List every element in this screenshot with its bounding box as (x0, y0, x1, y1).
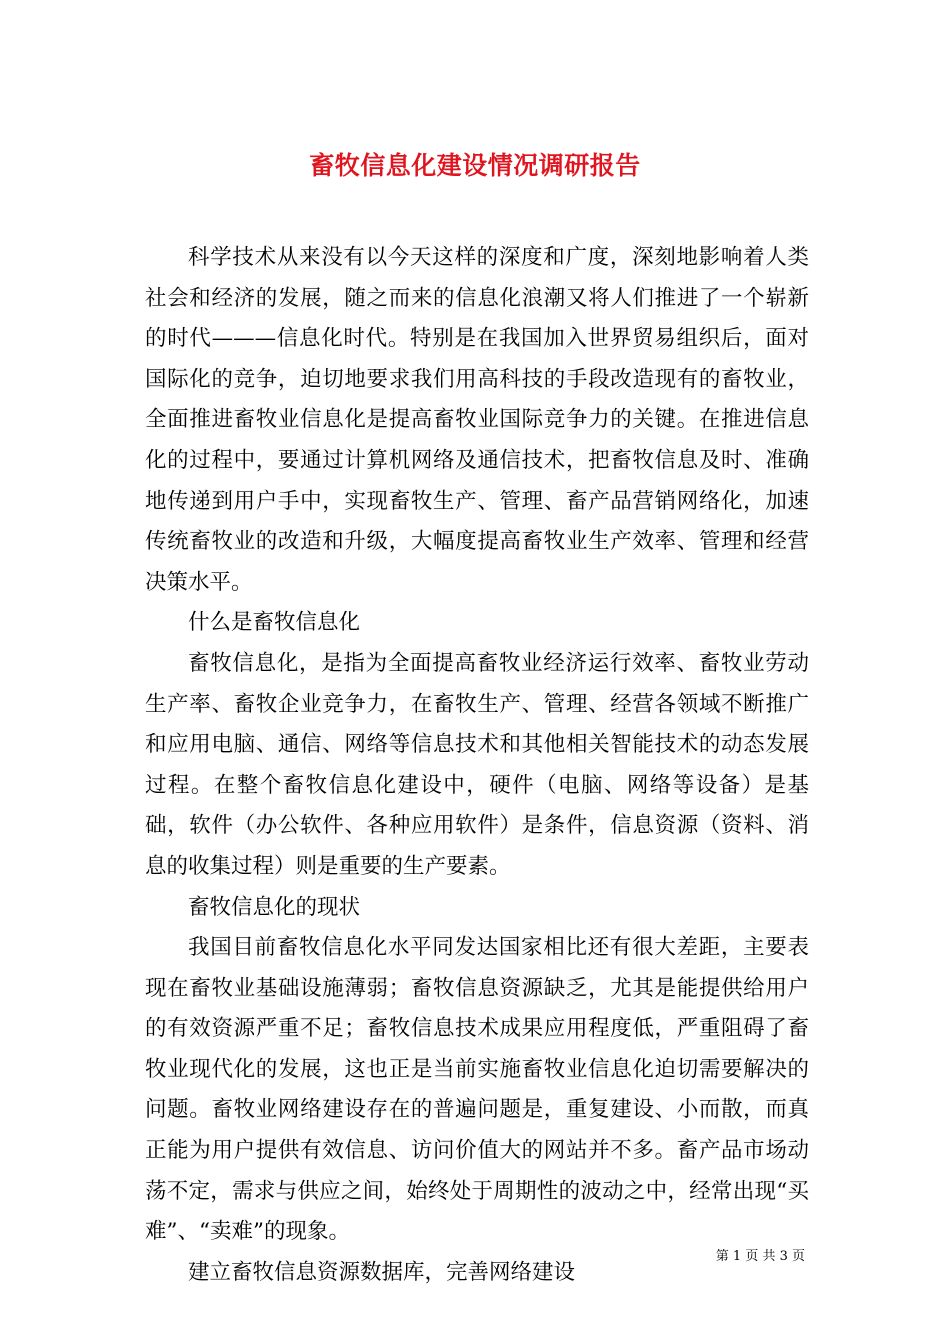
section-heading-what-is: 什么是畜牧信息化 (188, 610, 361, 636)
paragraph-status: 我国目前畜牧信息化水平同发达国家相比还有很大差距，主要表现在畜牧业基础设施薄弱；畜牧信息资源缺乏，尤其是能提供给用户的有效资源严重不足；畜牧信息技术成果应用程度低，严重阻碍了畜牧业现代化的发展，这也正是当前实施畜牧业信息化迫切需要解决的问题。畜牧业网络建设存在的普遍问题是，重复建设、小而散，而真正能为用户提供有效信息、访问价值大的网站并不多。畜产品市场动荡不定，需求与供应之间，始终处于周期性的波动之中，经常出现“买难”、“卖难”的现象。 (145, 935, 809, 1245)
page-number-footer: 第 1 页 共 3 页 (715, 1249, 805, 1264)
paragraph-intro: 科学技术从来没有以今天这样的深度和广度，深刻地影响着人类社会和经济的发展，随之而来的信息化浪潮又将人们推进了一个崭新的时代———信息化时代。特别是在我国加入世界贸易组织后，面对国际化的竞争，迫切地要求我们用高科技的手段改造现有的畜牧业，全面推进畜牧业信息化是提高畜牧业国际竞争力的关键。在推进信息化的过程中，要通过计算机网络及通信技术，把畜牧信息及时、准确地传递到用户手中，实现畜牧生产、管理、畜产品营销网络化，加速传统畜牧业的改造和升级，大幅度提高畜牧业生产效率、管理和经营决策水平。 (145, 245, 809, 595)
document-title: 畜牧信息化建设情况调研报告 (309, 150, 641, 180)
section-heading-status: 畜牧信息化的现状 (188, 894, 361, 920)
section-heading-database: 建立畜牧信息资源数据库，完善网络建设 (188, 1259, 576, 1285)
document-body (145, 238, 809, 1293)
paragraph-definition: 畜牧信息化，是指为全面提高畜牧业经济运行效率、畜牧业劳动生产率、畜牧企业竞争力，在畜牧生产、管理、经营各领域不断推广和应用电脑、通信、网络等信息技术和其他相关智能技术的动态发展过程。在整个畜牧信息化建设中，硬件（电脑、网络等设备）是基础，软件（办公软件、各种应用软件）是条件，信息资源（资料、消息的收集过程）则是重要的生产要素。 (145, 650, 809, 879)
